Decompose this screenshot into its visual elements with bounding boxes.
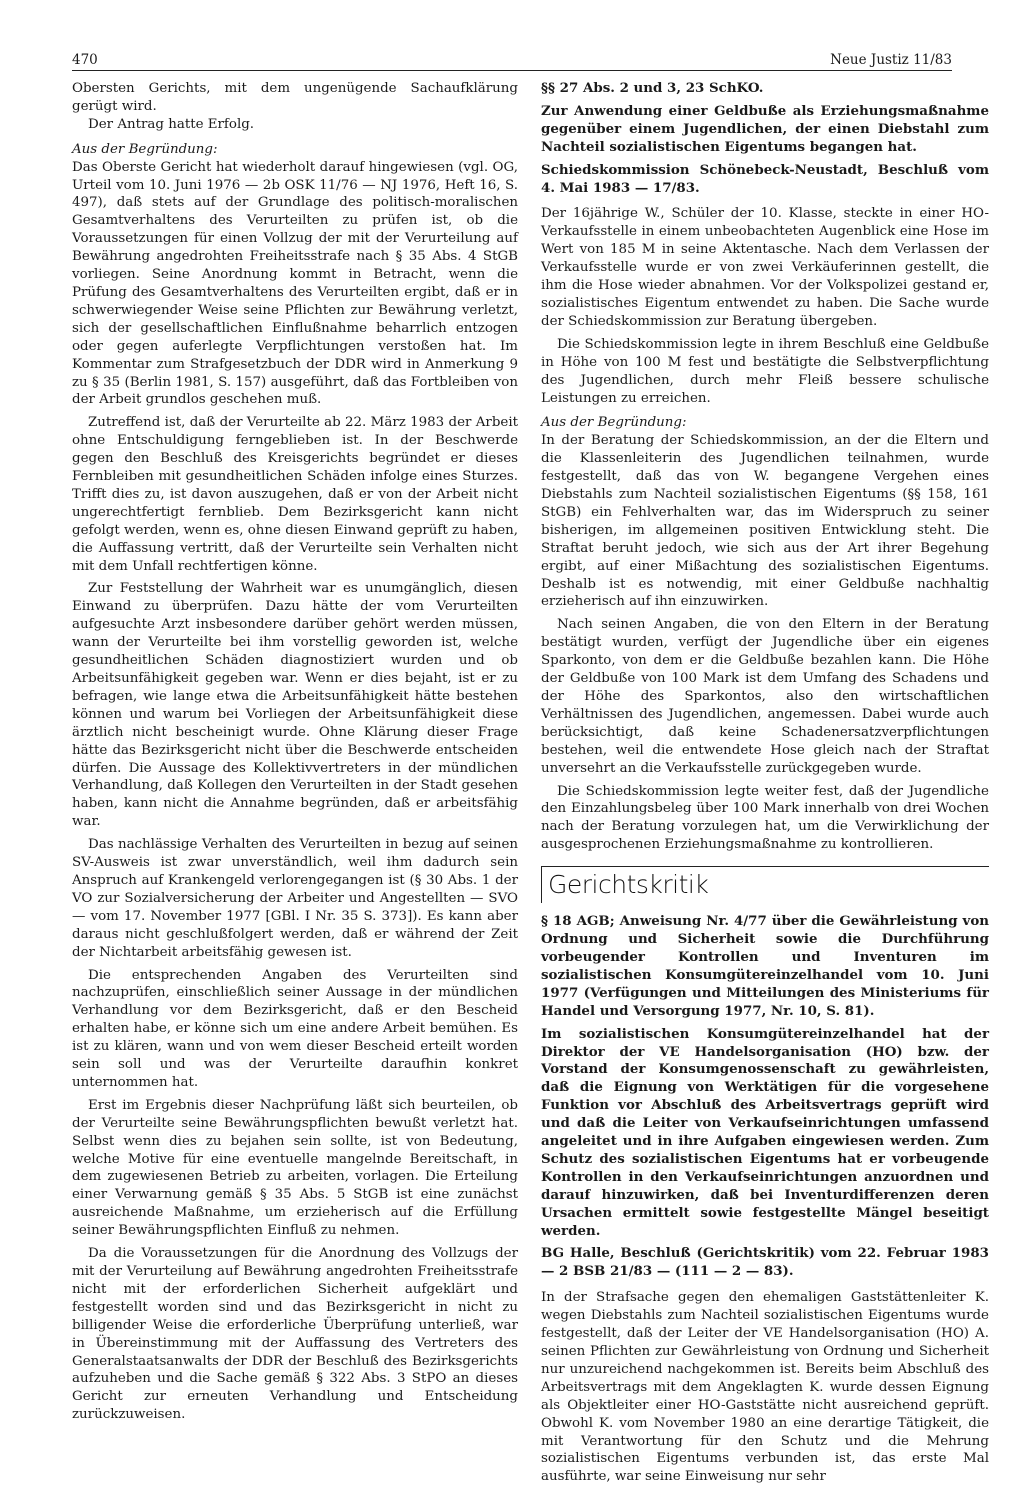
right-column (541, 80, 989, 1486)
paragraph: Der Antrag hatte Erfolg. (88, 116, 255, 132)
paragraph: In der Strafsache gegen den ehemaligen Gaststättenleiter K. wegen Diebstahls zum Nachteil sozialistischen Eigentums wurde festgestellt, daß der Leiter der VE Handelsorganisation (HO) A. seinen Pflichten zur Gewährleistung von Ordnung und Sicherheit nur unzureichend nachgekommen ist. Bereits beim Abschluß des Arbeitsvertrags mit dem Angeklagten K. wurde dessen Eignung als Objektleiter einer HO-Gaststätte nicht ausreichend geprüft. Obwohl K. vom November 1980 an eine derartige Tätigkeit, die mit Verantwortung für den Schutz und die Mehrung sozialistischen Eigentums verbunden ist, das erste Mal ausführte, war seine Einweisung nur sehr (541, 1290, 989, 1485)
paragraph: Erst im Ergebnis dieser Nachprüfung läßt sich beurteilen, ob der Verurteilte seine Bewährungspflichten bewußt verletzt hat. Selbst wenn dies zu bejahen sein sollte, ist von Bedeutung, welche Motive für eine eventuelle mangelnde Bereitschaft, in dem zugewiesenen Betrieb zu arbeiten, vorlagen. Die Erteilung einer Verwarnung gemäß § 35 Abs. 5 StGB ist eine zunächst ausreichende Maßnahme, um erzieherisch auf die Erfüllung seiner Bewährungspflichten Einfluß zu nehmen. (72, 1097, 518, 1239)
paragraph: Das Oberste Gericht hat wiederholt darauf hingewiesen (vgl. OG, Urteil vom 10. Juni 1976 — 2b OSK 11/76 — NJ 1976, Heft 16, S. 497), daß stets auf der Grundlage des politisch-moralischen Gesamtverhaltens des Verurteilten zu prüfen ist, ob die Voraussetzungen für einen Vollzug der mit der Verurteilung auf Bewährung angedrohten Freiheitsstrafe nach § 35 Abs. 4 StGB vorliegen. Seine Anordnung kommt in Betracht, wenn die Prüfung des Gesamtverhaltens des Verurteilten ergibt, daß er in schwerwiegender Weise seine Pflichten zur Bewährung verletzt, sich der gesellschaftlichen Einflußnahme beharrlich entzogen oder gegen auferlegte Verpflichtungen verstoßen hat. Im Kommentar zum Strafgesetzbuch der DDR wird in Anmerkung 9 zu § 35 (Berlin 1981, S. 157) ausgeführt, daß das Fortbleiben von der Arbeit grundlos geschehen muß. (72, 159, 518, 408)
paragraph: Die entsprechenden Angaben des Verurteilten sind nachzuprüfen, einschließlich seiner Aussage in der mündlichen Verhandlung vor dem Bezirksgericht, daß er den Bescheid erhalten habe, er könne sich um eine andere Arbeit bemühen. Es ist zu klären, wann und von wem dieser Bescheid erteilt worden sein soll und was der Verurteilte daraufhin konkret unternommen hat. (72, 967, 518, 1090)
paragraph: Der 16jährige W., Schüler der 10. Klasse, steckte in einer HO-Verkaufsstelle in einem unbeobachteten Augenblick eine Hose im Wert von 185 M in seine Aktentasche. Nach dem Verlassen der Verkaufsstelle wurde er von zwei Verkäuferinnen gestellt, die ihm die Hose wieder abnahmen. Vor der Volkspolizei gestand er, sozialistisches Eigentum entwendet zu haben. Die Sache wurde der Schiedskommission zur Beratung übergeben. (541, 206, 989, 329)
paragraph: Die Schiedskommission legte in ihrem Beschluß eine Geldbuße in Höhe von 100 M fest und bestätigte die Selbstverpflichtung des Jugendlichen, durch mehr Fleiß bessere schulische Leistungen zu erreichen. (541, 336, 989, 406)
paragraph: Das nachlässige Verhalten des Verurteilten in bezug auf seinen SV-Ausweis ist zwar unverständlich, weil ihm dadurch sein Anspruch auf Krankengeld verlorengegangen ist (§ 30 Abs. 1 der VO zur Sozialversicherung der Arbeiter und Angestellten — SVO — vom 17. November 1977 [GBl. I Nr. 35 S. 373]). Es kann aber daraus nicht geschlußfolgert werden, daß er während der Zeit der Nichtarbeit arbeitsfähig gewesen ist. (72, 837, 518, 960)
subheading-reasoning: Aus der Begründung: (541, 415, 687, 431)
section-title: Gerichtskritik (548, 870, 709, 900)
paragraph: Nach seinen Angaben, die von den Eltern in der Beratung bestätigt wurden, verfügt der Jugendliche über ein eigenes Sparkonto, von dem er die Geldbuße bezahlen kann. Die Höhe der Geldbuße von 100 Mark ist dem Umfang des Schadens und der Höhe des Sparkontos, also den wirtschaftlichen Verhältnissen des Jugendlichen, angemessen. Dabei wurde auch berücksichtigt, daß keine Schadenersatzverpflichtungen bestehen, weil die entwendete Hose gleich nach der Straftat unversehrt an die Verkaufsstelle zurückgegeben wurde. (541, 617, 989, 776)
paragraph: Zur Feststellung der Wahrheit war es unumgänglich, diesen Einwand zu überprüfen. Dazu hätte der vom Verurteilten aufgesuchte Arzt insbesondere darüber gehört werden müssen, wann der Verurteilte bei ihm vorstellig geworden ist, welche gesundheitlichen Schäden diagnostiziert wurden und ob Arbeitsunfähigkeit gegeben war. Wenn er dies bejaht, ist er zu befragen, wie lange etwa die Arbeitsunfähigkeit hätte bestehen können und warum bei Vorliegen der Arbeitsunfähigkeit diese ärztlich nicht bescheinigt wurde. Ohne Klärung dieser Frage hätte das Bezirksgericht nicht über die Beschwerde entscheiden dürfen. Die Aussage des Kollektivvertreters in der mündlichen Verhandlung, daß Kollegen den Verurteilten in der Stadt gesehen haben, kann nicht die Annahme begründen, daß er arbeitsfähig war. (72, 581, 518, 830)
paragraph: Zutreffend ist, daß der Verurteilte ab 22. März 1983 der Arbeit ohne Entschuldigung ferngeblieben ist. In der Beschwerde gegen den Beschluß des Kreisgerichts begründet er dieses Fernbleiben mit gesundheitlichen Schäden infolge eines Sturzes. Trifft dies zu, ist davon auszugehen, daß er von der Arbeit nicht ungerechtfertigt fernblieb. Dem Bezirksgericht kann nicht gefolgt werden, wenn es, ohne diesen Einwand geprüft zu haben, die Auffassung vertritt, daß der Verurteilte sein Verhalten nicht mit dem Unfall rechtfertigen könne. (72, 415, 518, 574)
decision-citation: BG Halle, Beschluß (Gerichtskritik) vom 22. Februar 1983 — 2 BSB 21/83 — (111 — 2 — 83). (541, 1245, 989, 1280)
page-number: 470 (72, 52, 98, 68)
left-column (72, 80, 518, 1424)
header-rule (72, 70, 952, 71)
law-reference: §§ 27 Abs. 2 und 3, 23 SchKO. (541, 80, 764, 96)
paragraph: Da die Voraussetzungen für die Anordnung des Vollzugs der mit der Verurteilung auf Bewährung angedrohten Freiheitsstrafe nicht mit der erforderlichen Sicherheit aufgeklärt und festgestellt worden sind und das Bezirksgericht in nicht zu billigender Weise die erforderliche Überprüfung unterließ, war in Übereinstimmung mit der Auffassung des Vertreters des Generalstaatsanwalts der DDR der Beschluß des Bezirksgerichts aufzuheben und die Sache gemäß § 322 Abs. 3 StPO an dieses Gericht zur erneuten Verhandlung und Entscheidung zurückzuweisen. (72, 1246, 518, 1423)
headnote: Zur Anwendung einer Geldbuße als Erziehungsmaßnahme gegenüber einem Jugendlichen, der einen Diebstahl zum Nachteil sozialistischen Eigentums begangen hat. (541, 102, 989, 155)
journal-issue: Neue Justiz 11/83 (830, 52, 952, 68)
paragraph: In der Beratung der Schiedskommission, an der die Eltern und die Klassenleiterin des Jugendlichen teilnahmen, wurde festgestellt, daß das von W. begangene Vergehen eines Diebstahls zum Nachteil sozialistischen Eigentums (§§ 158, 161 StGB) ein Fehlverhalten war, das im Widerspruch zu seiner bisherigen, im allgemeinen positiven Entwicklung steht. Die Straftat beruht jedoch, wie sich aus der Art ihrer Begehung ergibt, auf einer Mißachtung des sozialistischen Eigentums. Deshalb ist es notwendig, mit einer Geldbuße nachhaltig erzieherisch auf ihn einzuwirken. (541, 433, 989, 610)
paragraph: Die Schiedskommission legte weiter fest, daß der Jugendliche den Einzahlungsbeleg über 100 Mark innerhalb von drei Wochen nach der Beratung vorzulegen hat, um die Verwirklichung der ausgesprochenen Erziehungsmaßnahme zu kontrollieren. (541, 783, 989, 853)
subheading-reasoning: Aus der Begründung: (72, 141, 218, 157)
paragraph: Obersten Gerichts, mit dem ungenügende Sachaufklärung gerügt wird. (72, 81, 518, 114)
section-heading-box (541, 866, 989, 903)
decision-citation: Schiedskommission Schönebeck-Neustadt, Beschluß vom 4. Mai 1983 — 17/83. (541, 161, 989, 196)
headnote: Im sozialistischen Konsumgütereinzelhandel hat der Direktor der VE Handelsorganisation (HO) bzw. der Vorstand der Konsumgenossenschaft zu gewährleisten, daß die Eignung von Werktätigen für die vorgesehene Funktion vor Abschluß des Arbeitsvertrags geprüft wird und daß die Leiter von Verkaufseinrichtungen umfassend angeleitet und in ihre Aufgaben eingewiesen werden. Zum Schutz des sozialistischen Eigentums hat er vorbeugende Kontrollen in den Verkaufseinrichtungen anzuordnen und darauf hinzuwirken, daß bei Inventurdifferenzen deren Ursachen ermittelt sowie festgestellte Mängel beseitigt werden. (541, 1025, 989, 1239)
law-reference: § 18 AGB; Anweisung Nr. 4/77 über die Gewährleistung von Ordnung und Sicherheit sowie die Durchführung vorbeugender Kontrollen und Inventuren im sozialistischen Konsumgütereinzelhandel vom 10. Juni 1977 (Verfügungen und Mitteilungen des Ministeriums für Handel und Versorgung 1977, Nr. 10, S. 81). (541, 913, 989, 1019)
